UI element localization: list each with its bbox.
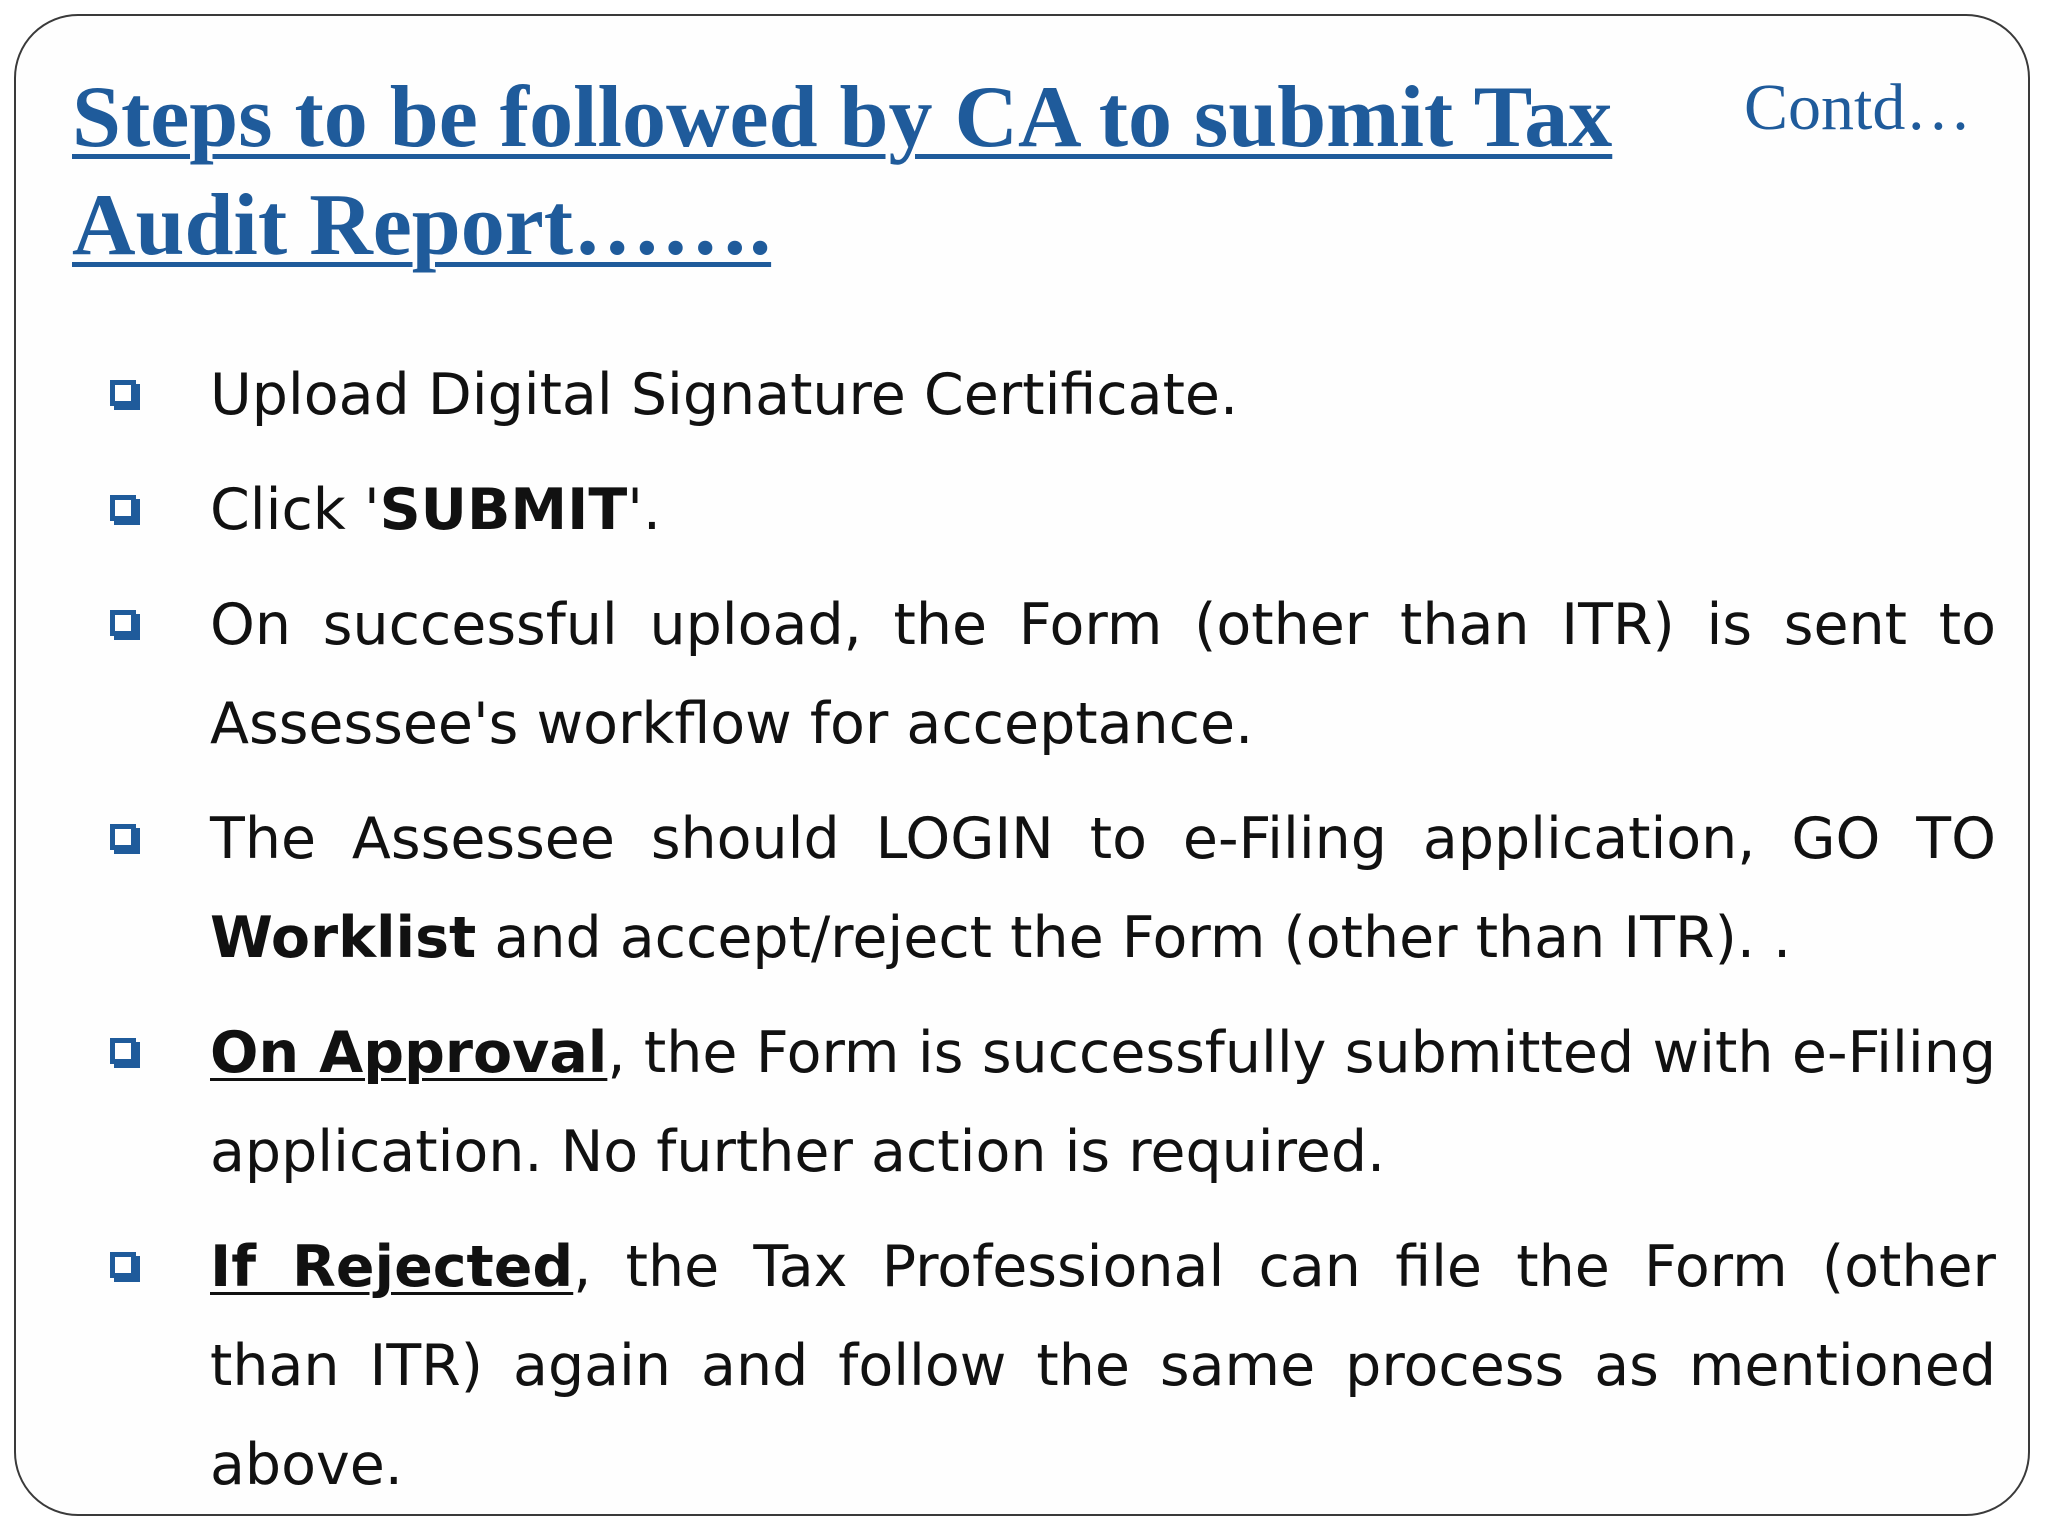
submit-keyword: SUBMIT xyxy=(379,477,628,543)
square-bullet-icon xyxy=(110,610,136,636)
worklist-keyword: Worklist xyxy=(210,905,477,971)
square-bullet-icon xyxy=(110,380,136,406)
step-click-submit xyxy=(104,461,1996,560)
step-on-approval xyxy=(104,1004,1996,1202)
step-text-rest: , the Form is successfully submitted with e-Filing application. No further action is required. xyxy=(210,1020,1996,1185)
if-rejected-label: If Rejected xyxy=(210,1234,574,1300)
step-upload-dsc xyxy=(104,346,1996,445)
step-text-pre: The Assessee should LOGIN to e-Filing application, GO TO xyxy=(210,806,1996,872)
step-text-rest: , the Tax Professional can file the Form (other than ITR) again and follow the same process as mentioned above. xyxy=(210,1234,1996,1498)
square-bullet-icon xyxy=(110,495,136,521)
step-assessee-login xyxy=(104,790,1996,988)
slide-frame xyxy=(14,14,2030,1516)
steps-list xyxy=(104,346,1996,1531)
step-text-post: and accept/reject the Form (other than ITR). . xyxy=(476,905,1792,971)
contd-label: Contd… xyxy=(1744,71,1972,144)
step-successful-upload xyxy=(104,576,1996,774)
step-text: On successful upload, the Form (other than ITR) is sent to Assessee's workflow for acceptance. xyxy=(210,592,1996,757)
square-bullet-icon xyxy=(110,1038,136,1064)
step-text-pre: Click ' xyxy=(210,477,380,543)
step-text-post: '. xyxy=(627,477,661,543)
on-approval-label: On Approval xyxy=(210,1020,608,1086)
step-if-rejected xyxy=(104,1218,1996,1515)
square-bullet-icon xyxy=(110,1252,136,1278)
square-bullet-icon xyxy=(110,824,136,850)
slide-title: Steps to be followed by CA to submit Tax Audit Report……. xyxy=(72,69,1613,274)
step-text: Upload Digital Signature Certificate. xyxy=(210,362,1239,428)
